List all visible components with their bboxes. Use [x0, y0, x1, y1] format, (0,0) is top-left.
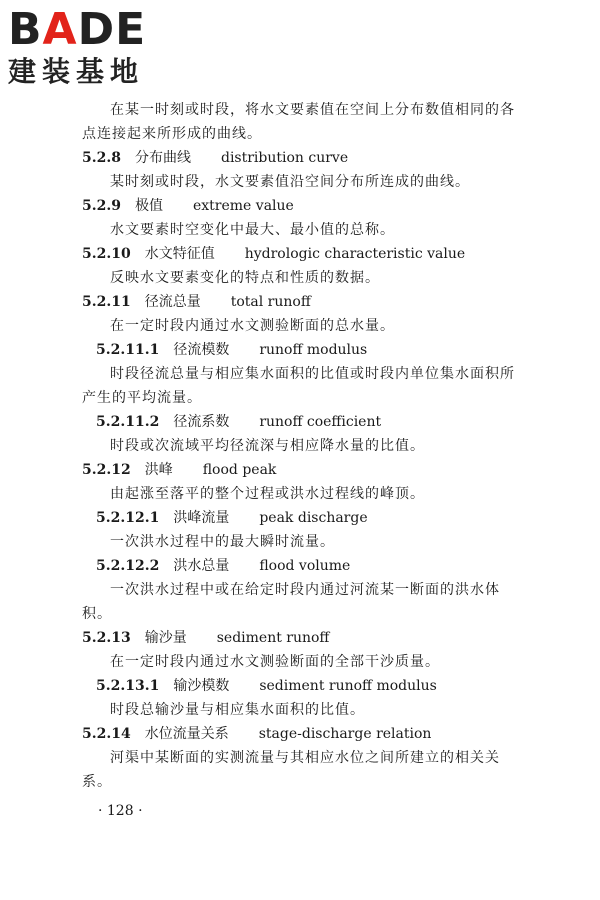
term-number: 5.2.12.1: [96, 510, 160, 526]
term-number: 5.2.11: [82, 294, 131, 310]
definition-paragraph: 在某一时刻或时段，将水文要素值在空间上分布数值相同的各点连接起来所形成的曲线。: [82, 102, 515, 142]
term-chinese: 水文特征值: [144, 246, 215, 262]
page-number: · 128 ·: [98, 803, 143, 819]
term-number: 5.2.8: [82, 150, 121, 166]
term-number: 5.2.14: [82, 726, 131, 742]
subterm-heading: [82, 410, 522, 434]
term-english: sediment runoff modulus: [259, 678, 437, 694]
term-chinese: 输沙量: [144, 630, 187, 646]
term-heading: [82, 194, 522, 218]
term-english: runoff coefficient: [259, 414, 382, 430]
term-english: runoff modulus: [259, 342, 368, 358]
term-english: extreme value: [192, 198, 294, 214]
logo-chinese: 建装基地: [8, 55, 145, 88]
term-chinese: 径流总量: [144, 294, 201, 310]
term-chinese: 极值: [134, 198, 163, 214]
term-chinese: 洪水总量: [173, 558, 230, 574]
term-heading: [82, 290, 522, 314]
term-chinese: 径流模数: [173, 342, 230, 358]
definition-paragraph: 在一定时段内通过水文测验断面的全部干沙质量。: [110, 654, 440, 670]
term-chinese: 输沙模数: [173, 678, 230, 694]
subterm-heading: [82, 338, 522, 362]
definition-paragraph: 时段总输沙量与相应集水面积的比值。: [110, 702, 365, 718]
term-english: hydrologic characteristic value: [244, 246, 466, 262]
term-number: 5.2.11.1: [96, 342, 160, 358]
definition-paragraph: 在一定时段内通过水文测验断面的总水量。: [110, 318, 395, 334]
term-english: total runoff: [230, 294, 311, 310]
definition-paragraph: 水文要素时空变化中最大、最小值的总称。: [110, 222, 395, 238]
term-chinese: 分布曲线: [134, 150, 191, 166]
subterm-heading: [82, 554, 522, 578]
term-heading: [82, 626, 522, 650]
term-chinese: 洪峰: [144, 462, 173, 478]
document-body: [82, 98, 522, 794]
term-chinese: 洪峰流量: [173, 510, 230, 526]
definition-paragraph: 反映水文要素变化的特点和性质的数据。: [110, 270, 380, 286]
definition-paragraph: 某时刻或时段，水文要素值沿空间分布所连成的曲线。: [110, 174, 470, 190]
subterm-heading: [82, 674, 522, 698]
definition-paragraph: 一次洪水过程中或在给定时段内通过河流某一断面的洪水体积。: [82, 582, 500, 622]
term-heading: [82, 242, 522, 266]
term-heading: [82, 146, 522, 170]
term-number: 5.2.12.2: [96, 558, 160, 574]
term-number: 5.2.13: [82, 630, 131, 646]
definition-paragraph: 时段径流总量与相应集水面积的比值或时段内单位集水面积所产生的平均流量。: [82, 366, 515, 406]
term-number: 5.2.13.1: [96, 678, 160, 694]
term-number: 5.2.12: [82, 462, 131, 478]
term-number: 5.2.9: [82, 198, 121, 214]
term-heading: [82, 722, 522, 746]
definition-paragraph: 由起涨至落平的整个过程或洪水过程线的峰顶。: [110, 486, 425, 502]
term-english: flood peak: [202, 462, 277, 478]
term-heading: [82, 458, 522, 482]
term-number: 5.2.10: [82, 246, 131, 262]
term-number: 5.2.11.2: [96, 414, 160, 430]
term-english: peak discharge: [259, 510, 368, 526]
term-english: stage-discharge relation: [258, 726, 432, 742]
term-chinese: 水位流量关系: [144, 726, 229, 742]
term-english: sediment runoff: [216, 630, 330, 646]
term-english: flood volume: [259, 558, 351, 574]
logo-mark: BADE: [8, 4, 147, 55]
definition-paragraph: 时段或次流域平均径流深与相应降水量的比值。: [110, 438, 425, 454]
subterm-heading: [82, 506, 522, 530]
brand-logo: [8, 6, 178, 96]
term-english: distribution curve: [220, 150, 349, 166]
term-chinese: 径流系数: [173, 414, 230, 430]
definition-paragraph: 一次洪水过程中的最大瞬时流量。: [110, 534, 335, 550]
definition-paragraph: 河渠中某断面的实测流量与其相应水位之间所建立的相关关系。: [82, 750, 500, 790]
